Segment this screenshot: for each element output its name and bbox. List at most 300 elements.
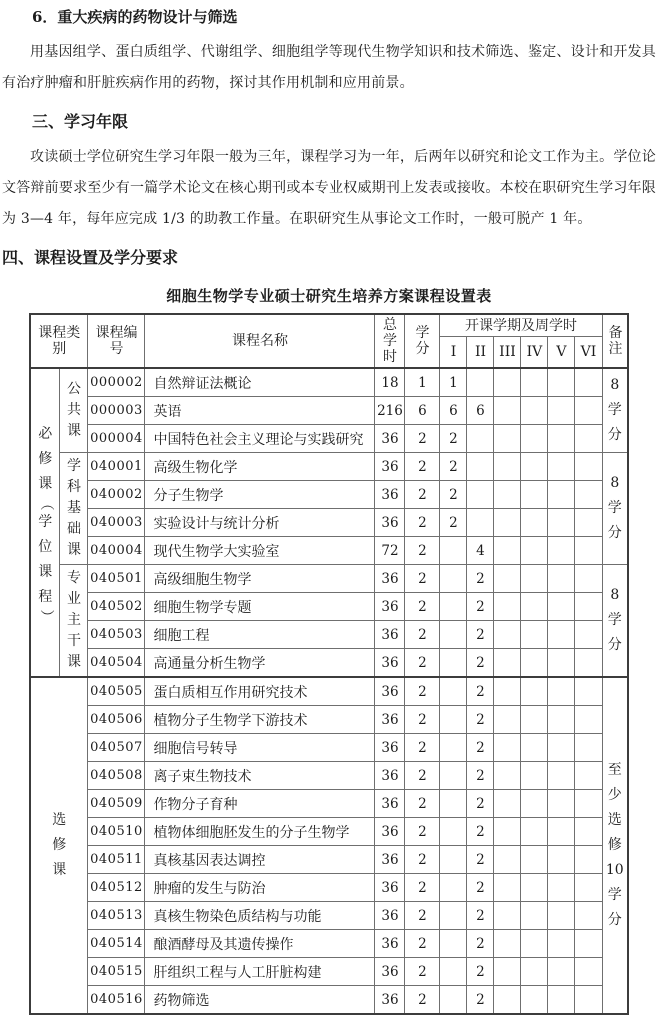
col-header-semester: VI [575,337,602,369]
semester-cell [548,368,575,397]
course-name-cell: 离子束生物技术 [145,762,375,790]
col-header-note: 备注 [602,314,628,368]
course-id-cell: 040516 [88,986,145,1015]
course-id-cell: 040501 [88,565,145,593]
semester-cell [494,621,521,649]
vertical-char: 共 [66,402,81,418]
col-header-course-name: 课程名称 [145,314,375,368]
semester-cell [575,986,602,1015]
course-name-cell: 细胞工程 [145,621,375,649]
credits-cell: 2 [405,593,440,621]
semester-cell [575,425,602,453]
semester-cell: 2 [467,846,494,874]
semester-cell: 1 [440,368,467,397]
vertical-char: 分 [607,637,622,653]
semester-cell [575,593,602,621]
hours-cell: 36 [375,902,405,930]
vertical-char: 8 [610,475,620,491]
semester-cell: 2 [440,453,467,481]
semester-cell [521,706,548,734]
course-name-cell: 植物分子生物学下游技术 [145,706,375,734]
course-name-cell: 现代生物学大实验室 [145,537,375,565]
vertical-char: 少 [607,787,622,803]
semester-cell [548,481,575,509]
course-id-cell: 040512 [88,874,145,902]
vertical-char: 业 [66,591,81,607]
semester-cell: 2 [467,734,494,762]
semester-cell [521,734,548,762]
col-header-semester-group: 开课学期及周学时 [440,314,602,337]
credits-cell: 2 [405,565,440,593]
semester-cell [467,481,494,509]
table-row [30,762,628,790]
hours-cell: 36 [375,874,405,902]
hours-cell: 36 [375,734,405,762]
vertical-char: 分 [607,427,622,443]
semester-cell [467,509,494,537]
table-row [30,790,628,818]
semester-cell [548,818,575,846]
credits-cell: 2 [405,846,440,874]
hours-cell: 36 [375,958,405,986]
semester-cell [521,453,548,481]
col-header-semester: IV [521,337,548,369]
vertical-char: 课 [66,423,81,439]
semester-cell [548,593,575,621]
semester-cell [521,902,548,930]
credits-cell: 2 [405,734,440,762]
note-cell [602,453,628,565]
vertical-char: 课 [38,564,53,580]
vertical-char: 科 [66,479,81,495]
semester-cell [548,425,575,453]
semester-cell [521,368,548,397]
hours-cell: 36 [375,818,405,846]
course-name-cell: 肿瘤的发生与防治 [145,874,375,902]
semester-cell [548,734,575,762]
course-name-cell: 肝组织工程与人工肝脏构建 [145,958,375,986]
semester-cell [575,368,602,397]
table-row [30,481,628,509]
vertical-char: 分 [607,525,622,541]
semester-cell [467,368,494,397]
semester-cell [494,874,521,902]
hours-cell: 36 [375,930,405,958]
course-table-body [30,368,628,1014]
course-id-cell: 040506 [88,706,145,734]
semester-cell [575,649,602,678]
semester-cell [440,986,467,1015]
semester-cell: 2 [467,874,494,902]
semester-cell [494,734,521,762]
semester-cell: 2 [440,481,467,509]
semester-cell: 2 [467,902,494,930]
semester-cell [467,425,494,453]
hours-cell: 36 [375,425,405,453]
vertical-char: 至 [607,762,622,778]
course-name-cell: 高通量分析生物学 [145,649,375,678]
semester-cell: 2 [440,425,467,453]
credits-cell: 2 [405,902,440,930]
semester-cell [575,958,602,986]
hours-cell: 36 [375,677,405,706]
semester-cell [548,706,575,734]
course-id-cell: 000003 [88,397,145,425]
subgroup-cell [60,565,88,678]
semester-cell [548,930,575,958]
table-row [30,649,628,678]
credits-cell: 2 [405,425,440,453]
semester-cell [440,537,467,565]
category-cell [30,677,88,1014]
semester-cell [440,621,467,649]
semester-cell [494,509,521,537]
course-id-cell: 000002 [88,368,145,397]
vertical-char: 位 [38,539,53,555]
vertical-char: 课 [52,862,67,878]
hours-cell: 36 [375,481,405,509]
semester-cell [575,481,602,509]
course-id-cell: 040514 [88,930,145,958]
table-row [30,986,628,1015]
vertical-char: 干 [66,633,81,649]
table-row [30,874,628,902]
vertical-char: 课 [66,542,81,558]
credits-cell: 2 [405,537,440,565]
semester-cell [440,593,467,621]
course-id-cell: 040507 [88,734,145,762]
semester-cell [521,509,548,537]
vertical-char: 础 [66,521,81,537]
vertical-char: 学 [607,402,622,418]
semester-cell: 2 [467,565,494,593]
vertical-char: 学 [66,458,81,474]
credits-cell: 2 [405,706,440,734]
semester-cell [575,565,602,593]
semester-cell [494,958,521,986]
vertical-char: 必 [38,426,53,442]
vertical-char: 修 [607,837,622,853]
course-name-cell: 自然辩证法概论 [145,368,375,397]
semester-cell [575,537,602,565]
category-cell [30,368,60,677]
course-name-cell: 药物筛选 [145,986,375,1015]
course-id-cell: 040508 [88,762,145,790]
semester-cell [575,930,602,958]
course-name-cell: 真核生物染色质结构与功能 [145,902,375,930]
semester-cell [494,565,521,593]
vertical-char: 10 [605,862,624,878]
course-name-cell: 真核基因表达调控 [145,846,375,874]
subgroup-cell [60,453,88,565]
semester-cell [440,706,467,734]
credits-cell: 6 [405,397,440,425]
table-title: 细胞生物学专业硕士研究生培养方案课程设置表 [166,287,492,305]
heading-study-period: 三、学习年限 [32,112,129,131]
credits-cell: 2 [405,481,440,509]
semester-cell [575,874,602,902]
semester-cell [575,902,602,930]
semester-cell: 6 [467,397,494,425]
col-header-course-id: 课程编号 [88,314,145,368]
semester-cell [494,425,521,453]
semester-cell [548,958,575,986]
vertical-char: 修 [38,451,53,467]
paragraph-study-period: 攻读硕士学位研究生学习年限一般为三年，课程学习为一年，后两年以研究和论文工作为主。学位论文答辩前要求至少有一篇学术论文在核心期刊或本专业权威期刊上发表或接收。本校在职研究生学习年限为 3—4 年，每年应完成 1/3 的助教工作量。在职研究生从事论文工作时，一般可脱产 1 年。 [2,149,656,227]
credits-cell: 2 [405,790,440,818]
hours-cell: 36 [375,509,405,537]
semester-cell [548,846,575,874]
table-row [30,930,628,958]
vertical-char: 8 [610,377,620,393]
vertical-char: 课 [38,476,53,492]
semester-cell [521,537,548,565]
col-header-semester: III [494,337,521,369]
course-id-cell: 000004 [88,425,145,453]
semester-cell: 6 [440,397,467,425]
semester-cell [440,649,467,678]
course-name-cell: 实验设计与统计分析 [145,509,375,537]
table-row [30,453,628,481]
semester-cell [440,762,467,790]
credits-cell: 2 [405,874,440,902]
credits-cell: 2 [405,818,440,846]
semester-cell [548,649,575,678]
semester-cell: 2 [467,762,494,790]
vertical-char: 8 [610,587,620,603]
vertical-char: 修 [52,837,67,853]
semester-cell [494,762,521,790]
semester-cell [494,818,521,846]
semester-cell [548,762,575,790]
course-name-cell: 细胞生物学专题 [145,593,375,621]
note-cell [602,368,628,453]
semester-cell [521,930,548,958]
table-row [30,593,628,621]
semester-cell [575,734,602,762]
semester-cell [521,481,548,509]
col-header-category: 课程类别 [30,314,88,368]
course-name-cell: 蛋白质相互作用研究技术 [145,677,375,706]
course-id-cell: 040004 [88,537,145,565]
course-id-cell: 040515 [88,958,145,986]
semester-cell [548,509,575,537]
semester-cell [521,986,548,1015]
hours-cell: 18 [375,368,405,397]
course-name-cell: 高级生物化学 [145,453,375,481]
heading-curriculum: 四、课程设置及学分要求 [2,248,179,267]
table-row [30,425,628,453]
semester-cell: 2 [467,621,494,649]
hours-cell: 36 [375,649,405,678]
vertical-char: 基 [66,500,81,516]
semester-cell [521,397,548,425]
semester-cell [575,818,602,846]
semester-cell [521,762,548,790]
course-name-cell: 细胞信号转导 [145,734,375,762]
semester-cell: 2 [467,930,494,958]
table-row [30,958,628,986]
semester-cell [521,958,548,986]
semester-cell [548,677,575,706]
hours-cell: 36 [375,593,405,621]
semester-cell: 4 [467,537,494,565]
course-name-cell: 作物分子育种 [145,790,375,818]
vertical-char: 学 [607,500,622,516]
semester-cell [575,453,602,481]
semester-cell [440,734,467,762]
semester-cell [575,621,602,649]
hours-cell: 72 [375,537,405,565]
col-header-semester: II [467,337,494,369]
semester-cell [521,874,548,902]
note-cell [602,565,628,678]
hours-cell: 36 [375,762,405,790]
paragraph-drug-design: 用基因组学、蛋白质组学、代谢组学、细胞组学等现代生物学知识和技术筛选、鉴定、设计和开发具有治疗肿瘤和肝脏疾病作用的药物，探讨其作用机制和应用前景。 [2,44,656,91]
semester-cell [548,565,575,593]
semester-cell [494,397,521,425]
course-id-cell: 040504 [88,649,145,678]
hours-cell: 36 [375,986,405,1015]
vertical-char: 学 [38,514,53,530]
semester-cell: 2 [467,818,494,846]
course-id-cell: 040513 [88,902,145,930]
semester-cell: 2 [467,593,494,621]
semester-cell [467,453,494,481]
semester-cell: 2 [467,706,494,734]
semester-cell [548,397,575,425]
course-table-head [30,314,628,368]
vertical-char: 专 [66,570,81,586]
semester-cell [494,706,521,734]
course-id-cell: 040503 [88,621,145,649]
semester-cell [494,481,521,509]
credits-cell: 2 [405,986,440,1015]
course-id-cell: 040502 [88,593,145,621]
semester-cell [440,874,467,902]
credits-cell: 1 [405,368,440,397]
semester-cell [440,902,467,930]
table-row [30,818,628,846]
semester-cell [521,677,548,706]
course-id-cell: 040002 [88,481,145,509]
heading-drug-design: 6．重大疾病的药物设计与筛选 [32,8,238,26]
hours-cell: 36 [375,453,405,481]
course-name-cell: 植物体细胞胚发生的分子生物学 [145,818,375,846]
course-id-cell: 040003 [88,509,145,537]
course-table [29,313,629,1015]
semester-cell [575,397,602,425]
table-row [30,706,628,734]
hours-cell: 36 [375,790,405,818]
semester-cell [521,565,548,593]
semester-cell [494,593,521,621]
vertical-char: 学 [607,887,622,903]
vertical-char: 分 [607,912,622,928]
vertical-char: 主 [66,612,81,628]
semester-cell [494,846,521,874]
table-row [30,677,628,706]
subgroup-cell [60,368,88,453]
semester-cell [548,621,575,649]
semester-cell [440,846,467,874]
semester-cell [521,593,548,621]
vertical-char: 选 [607,812,622,828]
table-row [30,368,628,397]
semester-cell: 2 [467,649,494,678]
semester-cell [521,846,548,874]
course-name-cell: 分子生物学 [145,481,375,509]
course-id-cell: 040511 [88,846,145,874]
semester-cell [440,677,467,706]
table-row [30,397,628,425]
semester-cell [494,453,521,481]
table-row [30,565,628,593]
semester-cell [494,537,521,565]
credits-cell: 2 [405,762,440,790]
credits-cell: 2 [405,930,440,958]
course-name-cell: 中国特色社会主义理论与实践研究 [145,425,375,453]
semester-cell [494,677,521,706]
vertical-char: 公 [66,381,81,397]
vertical-char: 程 [38,589,53,605]
semester-cell [521,818,548,846]
vertical-char: 学 [607,612,622,628]
semester-cell: 2 [467,986,494,1015]
semester-cell [440,818,467,846]
course-name-cell: 高级细胞生物学 [145,565,375,593]
course-id-cell: 040001 [88,453,145,481]
table-row [30,734,628,762]
col-header-credits: 学分 [405,314,440,368]
semester-cell [494,986,521,1015]
semester-cell: 2 [467,958,494,986]
semester-cell [494,790,521,818]
semester-cell [440,930,467,958]
course-id-cell: 040509 [88,790,145,818]
semester-cell [521,621,548,649]
semester-cell [575,677,602,706]
table-row [30,846,628,874]
semester-cell [521,649,548,678]
semester-cell [440,790,467,818]
semester-cell [440,565,467,593]
semester-cell: 2 [467,790,494,818]
semester-cell [440,958,467,986]
credits-cell: 2 [405,453,440,481]
semester-cell [494,649,521,678]
table-row [30,621,628,649]
semester-cell: 2 [467,677,494,706]
semester-cell: 2 [440,509,467,537]
semester-cell [494,930,521,958]
credits-cell: 2 [405,621,440,649]
course-name-cell: 酿酒酵母及其遗传操作 [145,930,375,958]
hours-cell: 36 [375,621,405,649]
course-name-cell: 英语 [145,397,375,425]
table-row [30,509,628,537]
col-header-semester: V [548,337,575,369]
table-row [30,902,628,930]
credits-cell: 2 [405,649,440,678]
semester-cell [575,509,602,537]
credits-cell: 2 [405,509,440,537]
semester-cell [548,453,575,481]
semester-cell [548,537,575,565]
semester-cell [575,706,602,734]
col-header-semester: I [440,337,467,369]
hours-cell: 216 [375,397,405,425]
